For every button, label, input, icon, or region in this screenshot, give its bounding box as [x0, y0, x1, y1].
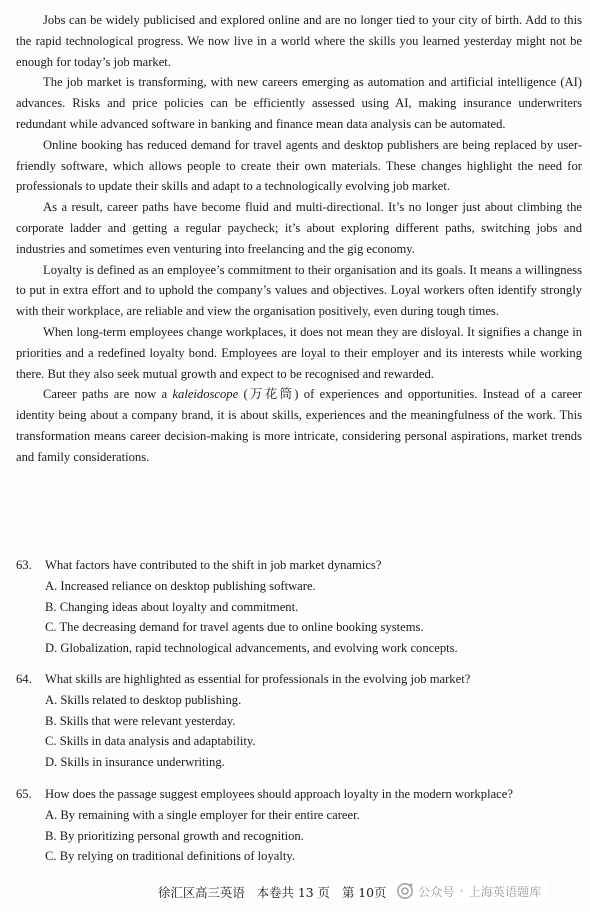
option-d: D. Globalization, rapid technological advancements, and evolving work concepts. — [45, 641, 458, 656]
question-65 — [16, 784, 582, 867]
passage-paragraph-1: Jobs can be widely publicised and explored online and are no longer tied to your city of birth. Add to this the rapid technological progress. We now live in a world where the skills you learned yesterday might not be enough for today’s job market. — [16, 13, 582, 69]
question-text: What skills are highlighted as essential for professionals in the evolving job market? — [45, 672, 471, 686]
question-stem — [16, 669, 582, 690]
option-c: C. The decreasing demand for travel agents due to online booking systems. — [45, 620, 424, 635]
italic-term: kaleidoscope — [172, 387, 239, 402]
paragraph-7-lead: Career paths are now a — [43, 387, 173, 402]
passage-paragraph-4: As a result, career paths have become fluid and multi-directional. It’s no longer just about climbing the corporate ladder and getting a regular paycheck; it’s about exploring different paths, switching jobs and industries and sometimes even venturing into freelancing and the gig economy. — [16, 200, 582, 256]
watermark-channel: 公众号 — [418, 884, 455, 899]
question-stem — [16, 555, 582, 576]
chinese-gloss: (万花筒) — [238, 387, 299, 402]
option-c: C. Skills in data analysis and adaptability. — [45, 734, 256, 749]
passage-paragraph-6: When long-term employees change workplaces, it does not mean they are disloyal. It signifies a change in priorities and a redefined loyalty bond. Employees are loyal to their employer and its interests while working there. But they also seek mutual growth and expect to be recognised and rewarded. — [16, 324, 582, 381]
paragraph-7-rest: of experiences and opportunities. Instead of a career identity being about a company brand, it is about skills, experiences and the meaningfulness of the work. This transformation means career decision-making is more intricate, considering personal aspirations, market trends and family considerations. — [16, 387, 582, 464]
page-footer — [0, 880, 590, 904]
question-number: 65. — [16, 787, 32, 801]
option-a: A. By remaining with a single employer for their entire career. — [45, 807, 360, 822]
passage-paragraph-5: Loyalty is defined as an employee’s commitment to their organisation and its goals. It means a willingness to put in extra effort and to uphold the company’s values and objectives. Loyal workers often identify strongly with their workplace, are reliable and view the organisation positively, even during tough times. — [16, 262, 582, 319]
wechat-official-account-icon — [396, 882, 414, 900]
passage-paragraph-2: The job market is transforming, with new careers emerging as automation and artificial intelligence (AI) advances. Risks and price policies can be efficiently assessed using AI, making insurance underwriters redundant while advanced software in banking and finance mean data analysis can be automated. — [16, 75, 582, 131]
question-64 — [16, 669, 582, 773]
option-a: A. Skills related to desktop publishing. — [45, 692, 242, 707]
reading-passage — [16, 10, 582, 468]
footer-text — [158, 883, 386, 901]
exam-title: 徐汇区高三英语 — [158, 885, 245, 900]
question-text: What factors have contributed to the shift in job market dynamics? — [45, 558, 382, 572]
question-text: How does the passage suggest employees should approach loyalty in the modern workplace? — [45, 787, 513, 801]
option-c: C. By relying on traditional definitions of loyalty. — [45, 849, 295, 864]
option-a: A. Increased reliance on desktop publishing software. — [45, 578, 316, 593]
option-b: B. Changing ideas about loyalty and commitment. — [45, 599, 299, 614]
watermark-account-name: 上海英语题库 — [468, 884, 542, 899]
wechat-watermark — [392, 880, 548, 902]
option-d: D. Skills in insurance underwriting. — [45, 755, 225, 770]
passage-paragraph-7 — [16, 384, 582, 467]
question-63 — [16, 555, 582, 659]
option-b: B. Skills that were relevant yesterday. — [45, 713, 236, 728]
watermark-separator: · — [459, 884, 464, 898]
question-stem — [16, 784, 582, 805]
question-number: 63. — [16, 558, 32, 572]
total-pages: 本卷共 13 页 — [256, 885, 330, 900]
question-number: 64. — [16, 672, 32, 686]
passage-paragraph-3: Online booking has reduced demand for travel agents and desktop publishers are being replaced by user-friendly software, which allows people to create their own materials. These changes highlight the need for professionals to update their skills and adapt to a technologically evolving job market. — [16, 137, 582, 194]
option-b: B. By prioritizing personal growth and recognition. — [45, 828, 304, 843]
page-number: 第 10页 — [341, 885, 387, 900]
